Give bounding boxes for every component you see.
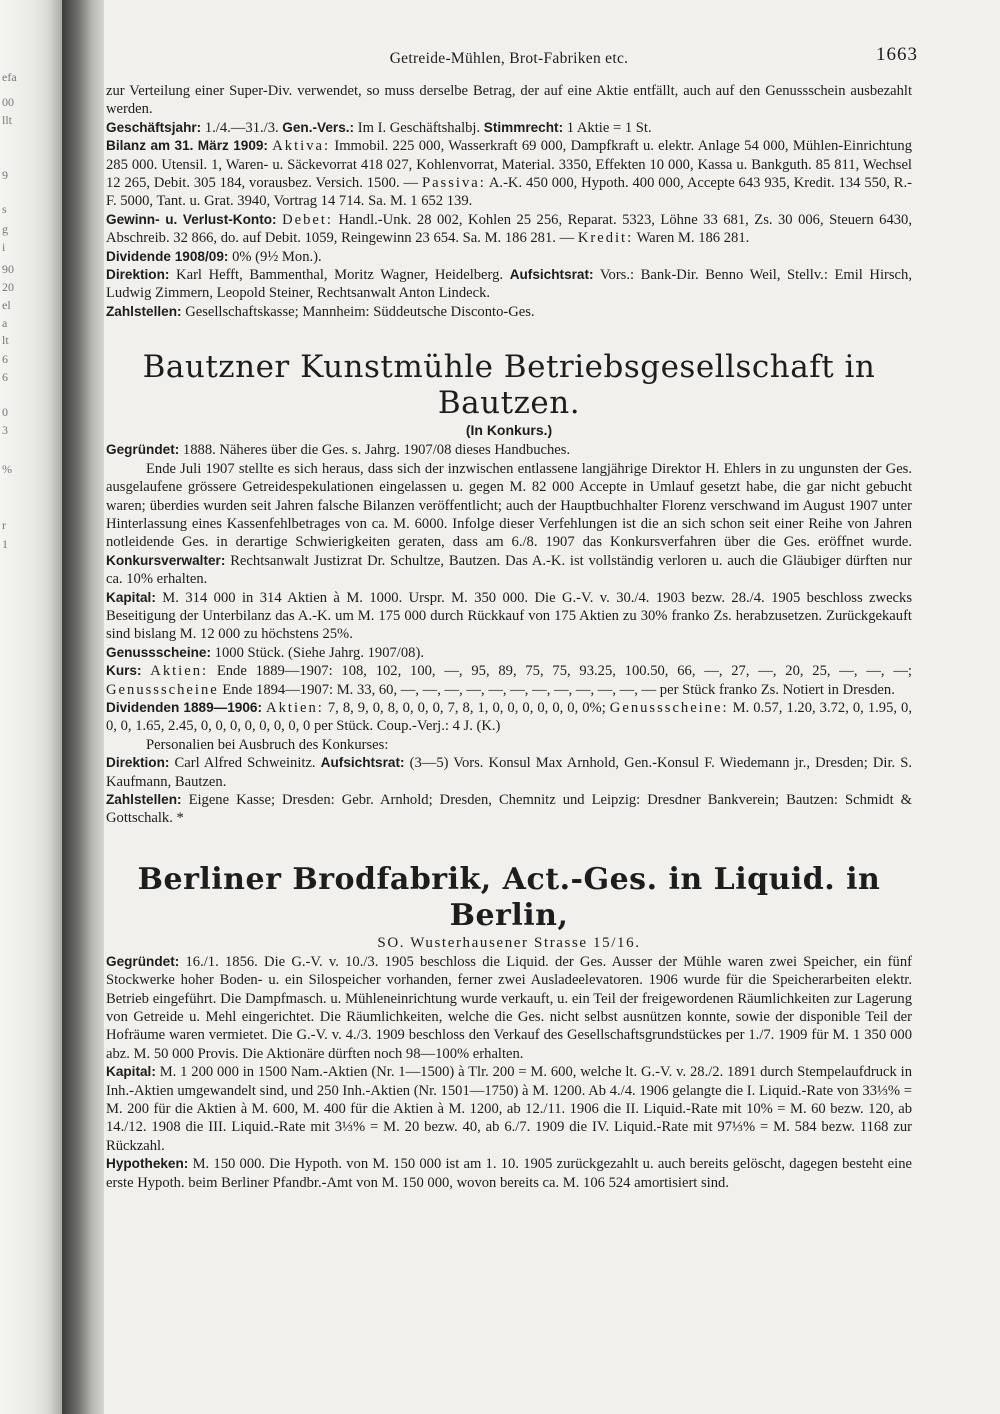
meeting-info bbox=[106, 119, 912, 137]
mortgages bbox=[106, 1155, 912, 1192]
label-kapital: Kapital: bbox=[106, 589, 156, 605]
text-dividende: 0% (9½ Mon.). bbox=[232, 248, 322, 265]
capital bbox=[106, 1063, 912, 1155]
label-genussscheine: Genussscheine: bbox=[106, 644, 212, 660]
label-stimmrecht: Stimmrecht: bbox=[483, 119, 564, 135]
label-zahlstellen: Zahlstellen: bbox=[106, 792, 182, 807]
company-title: Berliner Brodfabrik, Act.-Ges. in Liquid. in Berlin, bbox=[137, 861, 881, 933]
margin-fragment: 20 bbox=[2, 280, 14, 294]
text-divs-gs: M. 0.57, 1.20, 3.72, 0, 1.95, 0, 0, 0, 1.65, 2.45, 0, 0, 0, 0, 0, 0, 0, 0 per Stück. Coup.-Verj.: 4 J. (K.) bbox=[106, 699, 913, 735]
text-kapital: M. 314 000 in 314 Aktien à M. 1000. Urspr. M. 350 000. Die G.-V. v. 30./4. 1903 bezw. 28./4. 1905 beschloss zwecks Beseitigung der Unterbilanz das A.-K. um M. 175 000 durch Rückkauf von 175 Aktien zu 30% franko Zs. herabzusetzen. Zurückgekauft sind bislang M. 12 000 zu höchstens 25%. bbox=[106, 589, 912, 643]
label-kurs: Kurs: bbox=[106, 663, 142, 679]
label-gv-konto: Gewinn- u. Verlust-Konto: bbox=[106, 211, 277, 227]
text-zahlstellen: Eigene Kasse; Dresden: Gebr. Arnhold; Dresden, Chemnitz und Leipzig: Dresdner Bankverein; Bautzen: Schmidt & Gottschalk. * bbox=[106, 792, 912, 827]
text-history: Ende Juli 1907 stellte es sich heraus, dass sich der inzwischen entlassene langjährige Direktor H. Ehlers in zu ungunsten der Ges. ausgelaufene grössere Getreidespekulationen eingelassen u. gegen M. 82 000 Accepte in Umlauf gesetzt habe, die gar nicht gebucht waren; überdies wurden seit Jahren falsche Bilanzen veröffentlicht; auch der Hauptbuchhalter Florenz verschwand im August 1907 unter Hinterlassung eines Kassenfehlbetrages von ca. M. 6000. Infolge dieser Verfehlungen ist die an sich schon seit einer Reihe von Jahren notleidende Ges. in derartige Schwierigkeiten geraten, dass am 6./8. 1907 das Konkursverfahren über die Ges. eröffnet wurde. bbox=[106, 460, 912, 551]
margin-fragment: a bbox=[2, 316, 8, 330]
balance-sheet bbox=[106, 137, 912, 211]
margin-fragment: g bbox=[2, 222, 8, 236]
margin-fragment: 9 bbox=[2, 168, 8, 182]
text-kapital: M. 1 200 000 in 1500 Nam.-Aktien (Nr. 1—1500) à Tlr. 200 = M. 600, welche lt. G.-V. v. 28./2. 1891 durch Stempelaufdruck in Inh.-Aktien umgewandelt sind, und 250 Inh.-Aktien (Nr. 1501—1750) à M. 1200. Ab 4./4. 1906 gelangte die I. Liquid.-Rate von 33⅓% = M. 200 für die Aktien à M. 600, M. 400 für die Aktien à M. 1200, ab 12./11. 1906 die II. Liquid.-Rate mit 10% = M. 60 bezw. 120, ab 14./12. 1908 die III. Liquid.-Rate mit 3⅓% = M. 20 bezw. 40, ab 6./7. 1909 die IV. Liquid.-Rate mit 97⅓% = M. 584 bezw. 1168 zur Rückzahl. bbox=[106, 1064, 913, 1154]
text-gen-vers: Im I. Geschäftshalbj. bbox=[357, 119, 481, 136]
label-gegruendet: Gegründet: bbox=[106, 442, 180, 458]
history-paragraph bbox=[106, 460, 912, 589]
label-aufsichtsrat: Aufsichtsrat: bbox=[320, 755, 405, 771]
text-passiva: A.-K. 450 000, Hypoth. 400 000, Accepte 643 935, Kredit. 134 550, R.-F. 5000, Tant. u. Grat. 3940, Vortrag 14 714. Sa. M. 1 652 139. bbox=[106, 175, 912, 210]
company-address: SO. Wusterhausener Strasse 15/16. bbox=[377, 934, 641, 951]
label-konkursverwalter: Konkursverwalter: bbox=[106, 552, 226, 568]
passiva-word: Passiva: bbox=[421, 175, 486, 192]
text-direktion: Carl Alfred Schweinitz. bbox=[174, 755, 316, 772]
divs-aktien-word: Aktien: bbox=[266, 699, 324, 716]
kurs-gs-word: Genussscheine bbox=[106, 681, 219, 698]
label-hypotheken: Hypotheken: bbox=[106, 1156, 189, 1172]
margin-fragment: 6 bbox=[2, 352, 8, 366]
margin-fragment: 1 bbox=[2, 537, 8, 551]
label-direktion: Direktion: bbox=[106, 267, 170, 283]
label-gen-vers: Gen.-Vers.: bbox=[282, 119, 355, 135]
text-direktion: Karl Hefft, Bammenthal, Moritz Wagner, Heidelberg. bbox=[176, 267, 504, 284]
margin-fragment: % bbox=[2, 462, 12, 476]
label-bilanz: Bilanz am 31. März 1909: bbox=[106, 138, 268, 154]
founded bbox=[106, 441, 912, 459]
margin-fragment: lt bbox=[2, 333, 9, 347]
margin-fragment: 0 bbox=[2, 405, 8, 419]
text-konkursverwalter: Rechtsanwalt Justizrat Dr. Schultze, Bautzen. Das A.-K. ist vollständig verloren u. auch die Gläubiger dürften nur ca. 10% erhalten. bbox=[106, 552, 912, 588]
text-genussscheine: 1000 Stück. (Siehe Jahrg. 1907/08). bbox=[214, 644, 424, 661]
management bbox=[106, 754, 912, 791]
aktiva-word: Aktiva: bbox=[272, 138, 331, 155]
management bbox=[106, 266, 912, 303]
previous-page-margin bbox=[0, 0, 62, 1414]
text-divs-aktien: 7, 8, 9, 0, 8, 0, 0, 0, 7, 8, 1, 0, 0, 0, 0, 0, 0, 0%; bbox=[327, 699, 606, 716]
text-aktiva: Immobil. 225 000, Wasserkraft 69 000, Dampfkraft u. elektr. Anlage 54 000, Mühlen-Einrichtung 285 000. Utensil. 1, Waren- u. Säckevorrat 418 027, Kohlenvorrat, Material. 3350, Effekten 10 000, Kassa u. Bankguth. 85 811, Wechsel 12 265, Debit. 305 184, vorausbez. Versich. 1500. — bbox=[106, 138, 913, 192]
page-number: 1663 bbox=[876, 44, 918, 65]
margin-fragment: el bbox=[2, 298, 11, 312]
page-content bbox=[106, 44, 918, 1192]
margin-fragment: 6 bbox=[2, 370, 8, 384]
label-dividenden: Dividenden 1889—1906: bbox=[106, 699, 263, 715]
margin-fragment: 90 bbox=[2, 262, 14, 276]
founded bbox=[106, 953, 912, 1063]
payment-offices bbox=[106, 303, 912, 321]
text-kredit: Waren M. 186 281. bbox=[636, 230, 750, 247]
dividend bbox=[106, 248, 912, 266]
running-title: Getreide-Mühlen, Brot-Fabriken etc. bbox=[389, 50, 629, 67]
text-aufsichtsrat: Vors.: Bank-Dir. Benno Weil, Stellv.: Emil Hirsch, Ludwig Zimmern, Leopold Steiner, Rechtsanwalt Anton Lindeck. bbox=[106, 267, 912, 302]
margin-fragment: s bbox=[2, 202, 7, 216]
text-kurs-gs: Ende 1894—1907: M. 33, 60, —, —, —, —, —, —, —, —, —, —, —, — per Stück franko Zs. Notiert in Dresden. bbox=[222, 681, 895, 698]
profit-shares bbox=[106, 644, 912, 662]
document-page bbox=[104, 0, 1000, 1414]
kredit-word: Kredit: bbox=[577, 230, 634, 247]
divs-gs-word: Genussscheine: bbox=[609, 699, 729, 716]
personalien: Personalien bei Ausbruch des Konkurses: bbox=[146, 736, 389, 753]
text-debet: Handl.-Unk. 28 002, Kohlen 25 256, Reparat. 5323, Löhne 33 681, Zs. 30 006, Steuern 6430, Abschreib. 32 866, do. auf Debit. 1059, Reingewinn 23 654. Sa. M. 186 281. — bbox=[106, 211, 913, 247]
label-geschaeftsjahr: Geschäftsjahr: bbox=[106, 119, 202, 135]
margin-fragment: 3 bbox=[2, 423, 8, 437]
capital bbox=[106, 589, 912, 644]
text-stimmrecht: 1 Aktie = 1 St. bbox=[566, 119, 652, 136]
margin-fragment: llt bbox=[2, 113, 13, 127]
text-gegruendet: 16./1. 1856. Die G.-V. v. 10./3. 1905 beschloss die Liquid. der Ges. Ausser der Mühle waren zwei Speicher, ein fünf Stockwerke hoher Boden- u. ein Silospeicher vorhanden, ferner zwei Ausladeelevatoren. 1906 wurde für die Speicherarbeiten elektr. Betrieb eingeführt. Die Dampfmasch. u. Mühleneinrichtung wurde verkauft, u. ein Teil der freigewordenen Räumlichkeiten zur Lagerung von Getreide u. Mehl eingerichtet. Die Räumlichkeiten, welche die Ges. nicht selbst ausnützen konnte, sowie der disponible Teil der Hofräume waren vermietet. Die G.-V. v. 4./3. 1909 beschloss den Verkauf des Gesellschaftsgrundstückes per 1./7. 1909 für M. 1 350 000 abz. M. 50 000 Provis. Die Aktionäre dürften noch 98—100% erhalten. bbox=[106, 953, 912, 1062]
dividends bbox=[106, 699, 912, 736]
running-header bbox=[106, 44, 918, 74]
text-geschaeftsjahr: 1./4.—31./3. bbox=[204, 119, 279, 136]
quotations bbox=[106, 662, 912, 699]
company-title: Bautzner Kunstmühle Betriebsgesellschaft in Bautzen. bbox=[142, 349, 876, 422]
label-direktion: Direktion: bbox=[106, 755, 170, 771]
label-zahlstellen: Zahlstellen: bbox=[106, 303, 182, 319]
label-dividende: Dividende 1908/09: bbox=[106, 248, 229, 264]
margin-fragment: efa bbox=[2, 70, 17, 84]
book-binding-shadow bbox=[62, 0, 106, 1414]
payment-offices bbox=[106, 791, 912, 828]
continuation-text: zur Verteilung einer Super-Div. verwendet, so muss derselbe Betrag, der auf eine Aktie entfällt, auch auf den Genussschein ausbezahlt werden. bbox=[106, 83, 912, 118]
kurs-aktien-word: Aktien: bbox=[150, 663, 209, 680]
label-kapital: Kapital: bbox=[106, 1064, 156, 1080]
profit-loss-account bbox=[106, 211, 912, 248]
margin-fragment: 00 bbox=[2, 95, 14, 109]
text-hypotheken: M. 150 000. Die Hypoth. von M. 150 000 ist am 1. 10. 1905 zurückgezahlt u. auch bereits gelöscht, dagegen besteht eine erste Hypoth. beim Berliner Pfandbr.-Amt von M. 150 000, wovon bereits ca. M. 106 524 amortisiert sind. bbox=[106, 1156, 912, 1191]
margin-fragment: i bbox=[2, 240, 6, 254]
text-aufsichtsrat: (3—5) Vors. Konsul Max Arnhold, Gen.-Konsul F. Wiedemann jr., Dresden; Dir. S. Kaufmann, Bautzen. bbox=[106, 755, 912, 790]
label-gegruendet: Gegründet: bbox=[106, 953, 180, 969]
company-status: (In Konkurs.) bbox=[465, 422, 553, 439]
debet-word: Debet: bbox=[282, 211, 333, 228]
text-zahlstellen: Gesellschaftskasse; Mannheim: Süddeutsche Disconto-Ges. bbox=[185, 303, 535, 320]
text-gegruendet: 1888. Näheres über die Ges. s. Jahrg. 1907/08 dieses Handbuches. bbox=[182, 442, 571, 459]
label-aufsichtsrat: Aufsichtsrat: bbox=[509, 267, 594, 283]
text-kurs-aktien: Ende 1889—1907: 108, 102, 100, —, 95, 89, 75, 75, 93.25, 100.50, 66, —, 27, —, 20, 25, —, —, —; bbox=[216, 663, 912, 680]
margin-fragment: r bbox=[2, 518, 6, 532]
